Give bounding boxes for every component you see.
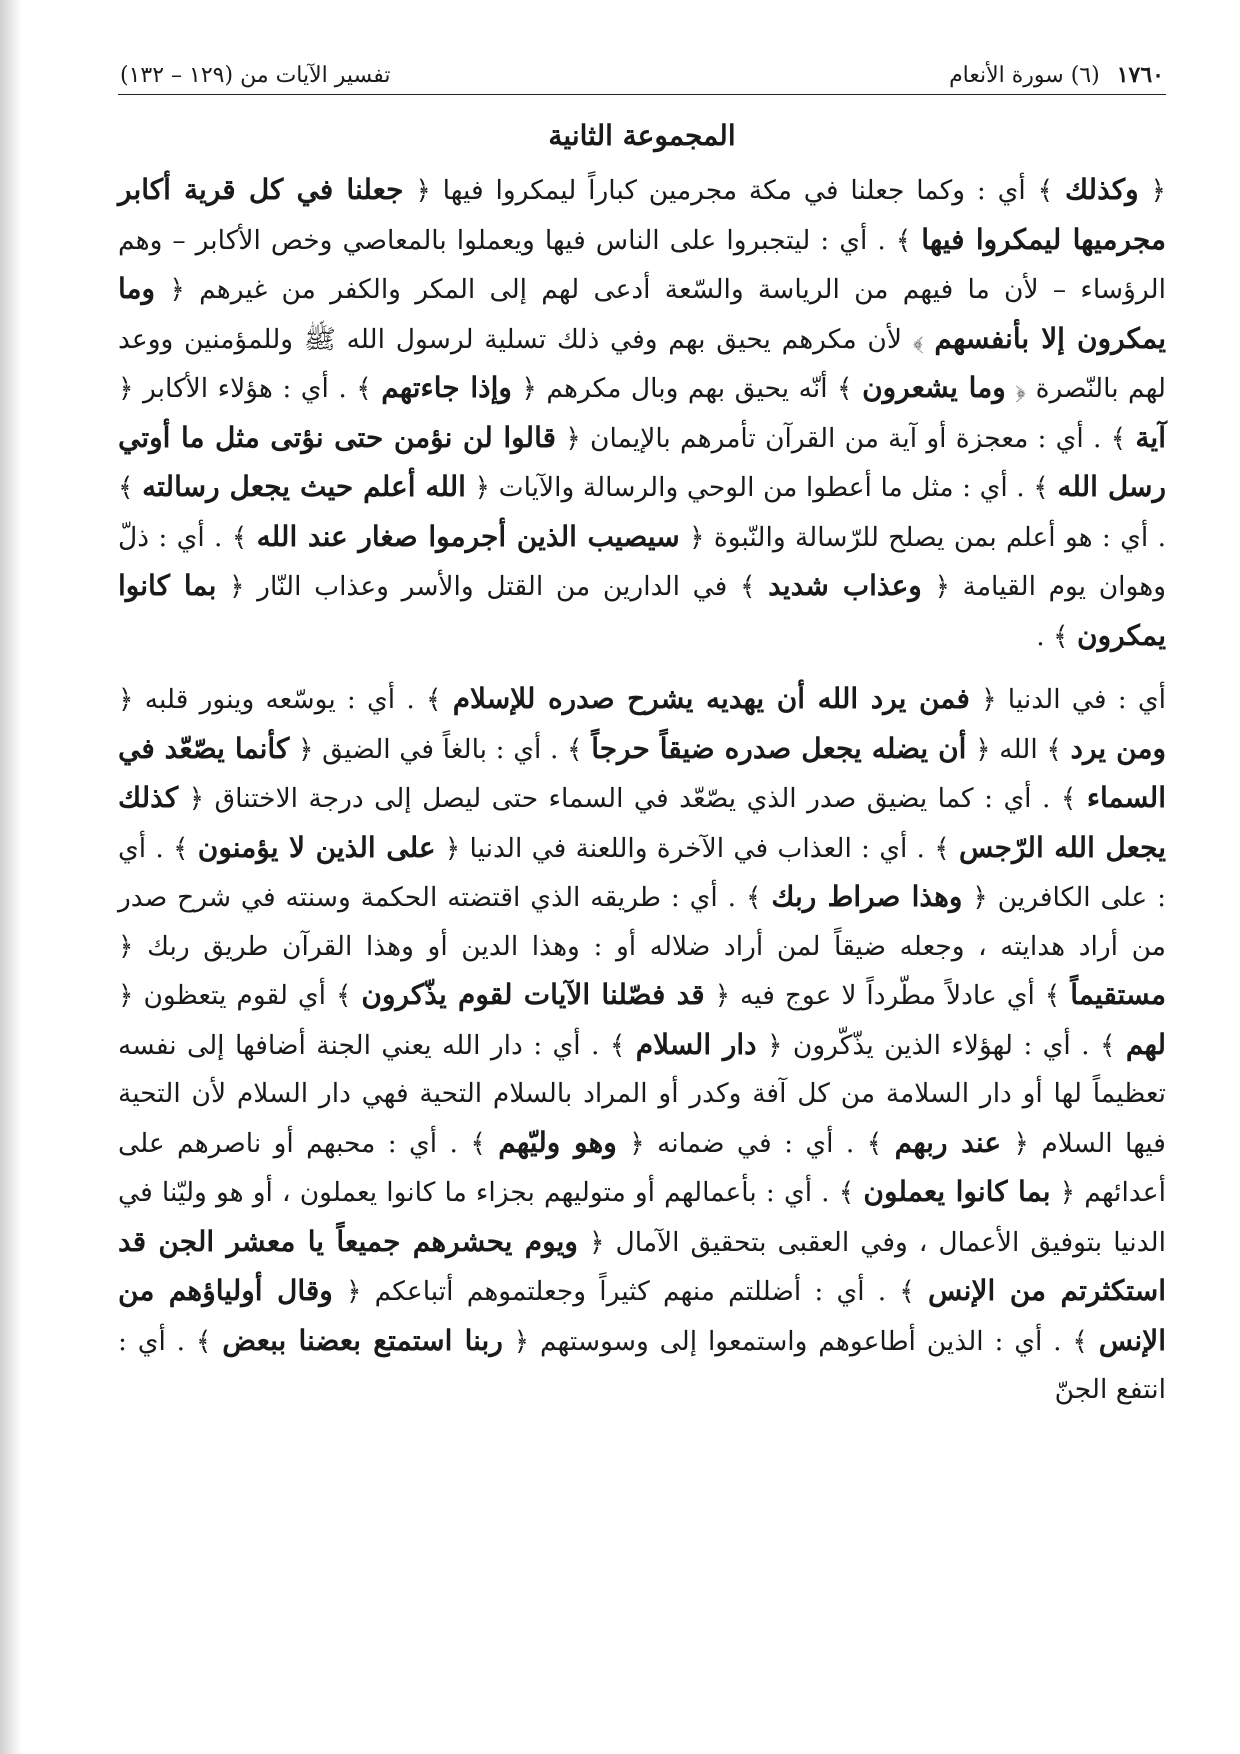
paragraph-1 xyxy=(118,166,1166,661)
quran-quote: الله أعلم حيث يجعل رسالته xyxy=(142,470,466,503)
quran-quote: وهو وليّهم xyxy=(498,1125,617,1159)
commentary-text: ﴾ . أي : في ضمانه ﴿ xyxy=(616,1127,895,1159)
surah-name: (٦) سورة الأنعام xyxy=(949,63,1100,88)
commentary-text: ﴾ لأن مكرهم يحيق بهم وفي ذلك تسلية لرسول الله ﷺ وللمؤمنين ووعد لهم بالنّصرة ﴿ xyxy=(118,323,1166,404)
commentary-text: ﴾ . xyxy=(1036,620,1078,652)
commentary-text: ﴾ في الدارين من القتل والأسر وعذاب النّار ﴿ xyxy=(216,571,769,602)
quran-quote: وما يمكرون إلا بأنفسهم xyxy=(118,272,1167,355)
commentary-text: ﴿ xyxy=(1138,175,1166,206)
commentary-text: ﴾ . أي : بأعمالهم أو متوليهم بجزاء ما كانوا يعملون ، أو هو وليّنا في الدنيا بتوفيق الأعمال ، وفي العقبى بتحقيق الآمال ﴿ xyxy=(118,1177,1166,1258)
quran-quote: فمن يرد الله أن يهديه يشرح صدره للإسلام xyxy=(452,682,970,715)
running-header xyxy=(118,62,1166,95)
commentary-text: ﴾ . أي : ذلّ وهوان يوم القيامة ﴿ xyxy=(118,521,1166,602)
quran-quote: بما كانوا يعملون xyxy=(863,1175,1051,1208)
commentary-text: أي : في الدنيا ﴿ xyxy=(969,684,1166,715)
quran-quote: وما يشعرون xyxy=(862,371,1006,404)
commentary-text: ﴾ الله ﴿ xyxy=(966,733,1071,765)
commentary-text: ﴾ . أي : كما يضيق صدر الذي يصّعّد في السماء حتى ليصل إلى درجة الاختناق ﴿ xyxy=(178,783,1087,814)
commentary-text: ﴾ أي لقوم يتعظون ﴿ xyxy=(118,980,362,1011)
quran-quote: على الذين لا يؤمنون xyxy=(197,830,436,864)
quran-quote: قالوا لن نؤمن حتى نؤتى مثل ما أوتي رسل الله xyxy=(118,420,1167,503)
quran-quote: آية xyxy=(1135,420,1166,454)
commentary-text: ﴾ أنّه يحيق بهم وبال مكرهم ﴿ xyxy=(511,373,863,404)
quran-quote: دار السلام xyxy=(635,1027,757,1061)
quran-quote: ربنا استمتع بعضنا ببعض xyxy=(222,1323,503,1357)
commentary-text: ﴾ . أي : ليتجبروا على الناس فيها ويعملوا بالمعاصي وخص الأكابر – وهم الرؤساء – لأن ما فيهم من الرياسة والسّعة أدعى لهم إلى المكر والكفر من غيرهم ﴿ xyxy=(118,224,1166,305)
section-range: تفسير الآيات من (١٢٩ – ١٣٢) xyxy=(120,63,391,88)
quran-quote: وقال أولياؤهم من الإنس xyxy=(118,1274,1166,1357)
quran-quote: أن يضله يجعل صدره ضيقاً حرجاً xyxy=(591,731,967,765)
quran-quote: ويوم يحشرهم جميعاً يا معشر الجن قد استكثرتم من الإنس xyxy=(118,1224,1166,1307)
commentary-text: ﴾ . أي : على الكافرين ﴿ xyxy=(118,832,1167,913)
quran-quote: كذلك يجعل الله الرّجس xyxy=(118,781,1167,864)
quran-quote: وهذا صراط ربك xyxy=(771,880,963,913)
commentary-text: ﴾ . أي : يوسّعه وينور قلبه ﴿ xyxy=(118,684,453,715)
commentary-text: ﴾ . أي : لهؤلاء الذين يذّكّرون ﴿ xyxy=(756,1029,1126,1061)
page-number: ١٧٦٠ xyxy=(1116,62,1164,88)
quran-quote: سيصيب الذين أجرموا صغار عند الله xyxy=(256,519,680,553)
quran-quote: قد فصّلنا الآيات لقوم يذّكرون xyxy=(361,978,705,1011)
paragraph-2 xyxy=(118,675,1166,1415)
book-page xyxy=(118,62,1166,1415)
scan-edge-shadow xyxy=(0,0,22,1754)
commentary-text: ﴾ . أي : طريقه الذي اقتضته الحكمة وسنته في شرح صدر من أراد هدايته ، وجعله ضيقاً لمن أراد ضلاله أو : وهذا الدين أو وهذا القرآن طريق ربك ﴿ xyxy=(118,882,1166,962)
commentary-text: ﴾ . أي : محبهم أو ناصرهم على أعدائهم ﴿ xyxy=(118,1127,1166,1208)
commentary-text: ﴾ أي عادلاً مطّرداً لا عوج فيه ﴿ xyxy=(704,980,1071,1011)
section-title: المجموعة الثانية xyxy=(548,119,736,152)
quran-quote: لهم xyxy=(1125,1027,1166,1061)
commentary-text: ﴾ . أي : انتفع الجنّ xyxy=(118,1325,1166,1405)
commentary-text: ﴾ . أي : هؤلاء الأكابر ﴿ xyxy=(118,373,382,404)
quran-quote: ومن يرد xyxy=(1070,731,1167,765)
commentary-text: ﴾ . أي : مثل ما أعطوا من الوحي والرسالة والآيات ﴿ xyxy=(465,472,1058,503)
commentary-text: ﴾ . أي : العذاب في الآخرة واللعنة في الدنيا ﴿ xyxy=(435,832,959,864)
header-right xyxy=(949,62,1164,88)
quran-quote: عند ربهم xyxy=(894,1125,1002,1159)
commentary-text: ﴾ . أي : هو أعلم بمن يصلح للرّسالة والنّبوة ﴿ xyxy=(118,472,1167,553)
quran-quote: وإذا جاءتهم xyxy=(381,371,512,404)
quran-quote: كأنما يصّعّد في السماء xyxy=(118,731,1166,814)
commentary-text: ﴾ أي : وكما جعلنا في مكة مجرمين كباراً ليمكروا فيها ﴿ xyxy=(403,175,1065,206)
commentary-text: ﴾ . أي : بالغاً في الضيق ﴿ xyxy=(289,733,592,765)
quran-quote: وعذاب شديد xyxy=(768,569,922,602)
commentary-text: ﴾ . أي : أضللتم منهم كثيراً وجعلتموهم أتباعكم ﴿ xyxy=(332,1276,928,1307)
quran-quote: جعلنا في كل قرية أكابر مجرميها ليمكروا فيها xyxy=(118,173,1166,256)
quran-quote: بما كانوا يمكرون xyxy=(118,569,1166,652)
commentary-text: ﴾ . أي : معجزة أو آية من القرآن تأمرهم بالإيمان ﴿ xyxy=(556,422,1136,454)
commentary-text: ﴾ . أي : دار الله يعني الجنة أضافها إلى نفسه تعظيماً لها أو دار السلامة من كل آفة وكدر أو المراد بالسلام التحية فهي دار السلام لأن التحية فيها السلام ﴿ xyxy=(118,1029,1166,1159)
quran-quote: مستقيماً xyxy=(1070,978,1166,1011)
quran-quote: وكذلك xyxy=(1064,173,1139,206)
commentary-text: ﴾ . أي : الذين أطاعوهم واستمعوا إلى وسوستهم ﴿ xyxy=(502,1325,1099,1357)
